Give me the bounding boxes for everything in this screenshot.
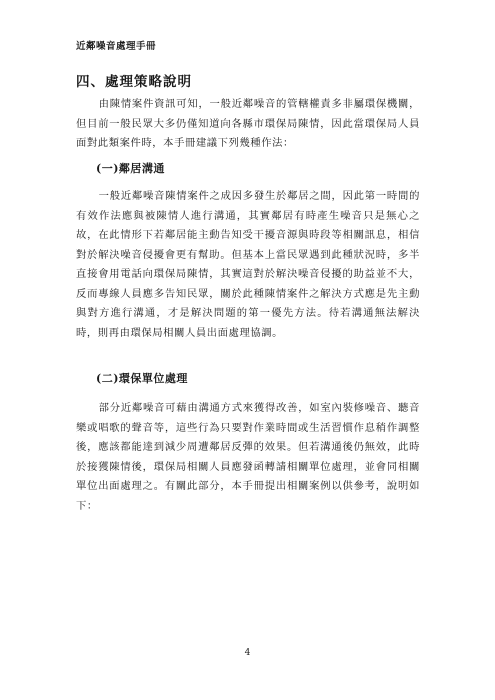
section-title: 四、處理策略說明: [76, 74, 192, 90]
running-header: 近鄰噪音處理手冊: [76, 41, 157, 52]
subsection-heading-neighbor-communication: (一)鄰居溝通: [96, 162, 165, 175]
subsection-heading-epa-handling: (二)環保單位處理: [96, 372, 188, 385]
subsection-body-epa-handling: 部分近鄰噪音可藉由溝通方式來獲得改善，如室內裝修噪音、聽音樂或唱歌的聲音等，這些行為只要對作業時間或生活習慣作息稍作調整後，應該都能達到減少周遭鄰居反彈的效果。但若溝通後仍無效，此時於接獲陳情後，環保局相關人員應發函轉請相關單位處理，並會同相關單位出面處理之。有關此部分，本手冊提出相關案例以供參考，說明如下：: [76, 402, 420, 512]
intro-paragraph: 由陳情案件資訊可知，一般近鄰噪音的管轄權責多非屬環保機關，但目前一般民眾大多仍僅知道向各縣市環保局陳情，因此當環保局人員面對此類案件時，本手冊建議下列幾種作法：: [76, 98, 420, 149]
subsection-body-neighbor-communication: 一般近鄰噪音陳情案件之成因多發生於鄰居之間，因此第一時間的有效作法應與被陳情人進行溝通，其實鄰居有時產生噪音只是無心之故，在此情形下若鄰居能主動告知受干擾音源與時段等相關訊息，相信對於解決噪音侵擾會更有幫助。但基本上當民眾遇到此種狀況時，多半直接會用電話向環保局陳情，其實這對於解決噪音侵擾的助益並不大，反而專線人員應多告知民眾，關於此種陳情案件之解決方式應是先主動與對方進行溝通，才是解決問題的第一優先方法。待若溝通無法解決時，則再由環保局相關人員出面處理協調。: [76, 190, 420, 339]
page-number: 4: [244, 648, 251, 658]
